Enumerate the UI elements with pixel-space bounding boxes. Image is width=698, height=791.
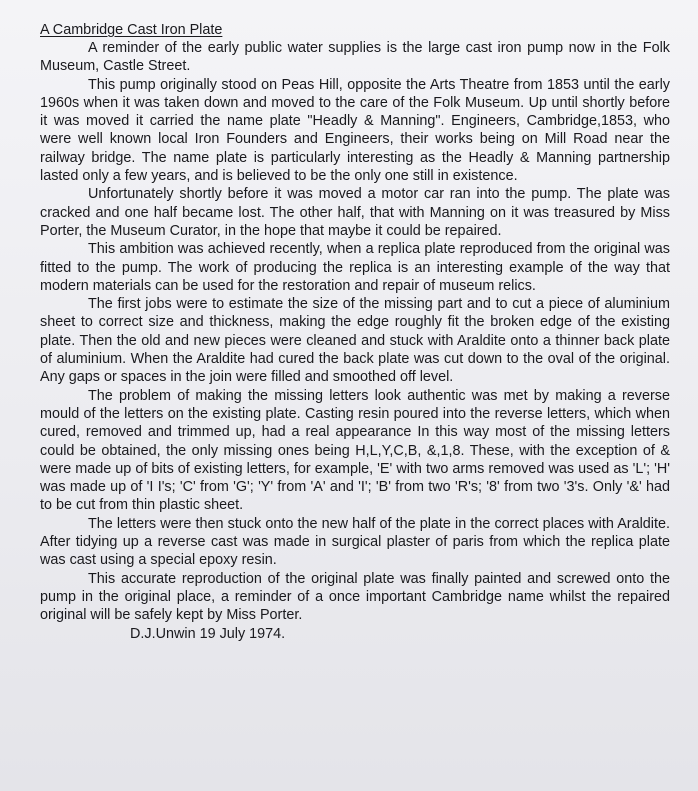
paragraph: The first jobs were to estimate the size of the missing part and to cut a piece of aluminium sheet to correct size and thickness, making the edge roughly fit the broken edge of the existing plate. Then the old and new pieces were cleaned and stuck with Araldite onto a thinner back plate of aluminium. When the Araldite had cured the back plate was cut down to the oval of the original. Any gaps or spaces in the join were filled and smoothed off level. xyxy=(40,296,670,386)
document-body xyxy=(40,22,670,643)
paragraph: The letters were then stuck onto the new half of the plate in the correct places with Araldite. After tidying up a reverse cast was made in surgical plaster of paris from which the replica plate was cast using a special epoxy resin. xyxy=(40,515,670,569)
paragraph: Unfortunately shortly before it was moved a motor car ran into the pump. The plate was cracked and one half became lost. The other half, that with Manning on it was treasured by Miss Porter, the Museum Curator, in the hope that maybe it could be repaired. xyxy=(40,186,670,239)
document-title: A Cambridge Cast Iron Plate xyxy=(40,22,223,38)
paragraph: This accurate reproduction of the original plate was finally painted and screwed onto the pump in the original place, a reminder of a once important Cambridge name whilst the repaired original will be safely kept by Miss Porter. xyxy=(40,570,670,624)
paragraph: The problem of making the missing letters look authentic was met by making a reverse mould of the letters on the existing plate. Casting resin poured into the reverse letters, which when cured, removed and trimmed up, had a real appearance In this way most of the missing letters could be obtained, the only missing ones being H,L,Y,C,B, &,1,8. These, with the exception of & were made up of bits of existing letters, for example, 'E' with two arms removed was used as 'L'; 'H' was made up of 'I I's; 'C' from 'G'; 'Y' from 'A' and 'I'; 'B' from two 'R's; '8' from two '3's. Only '&' had to be cut from thin plastic sheet. xyxy=(40,387,670,514)
paragraph: This ambition was achieved recently, when a replica plate reproduced from the original was fitted to the pump. The work of producing the replica is an interesting example of the way that modern materials can be used for the restoration and repair of museum relics. xyxy=(40,241,670,294)
paragraph: This pump originally stood on Peas Hill, opposite the Arts Theatre from 1853 until the early 1960s when it was taken down and moved to the care of the Folk Museum. Up until shortly before it was moved it carried the name plate "Headly & Manning". Engineers, Cambridge,1853, who were well known local Iron Founders and Engineers, their works being on Mill Road near the railway bridge. The name plate is particularly interesting as the Headly & Manning partnership lasted only a few years, and is believed to be the only one still in existence. xyxy=(40,76,670,185)
paragraph: A reminder of the early public water supplies is the large cast iron pump now in the Folk Museum, Castle Street. xyxy=(40,40,670,75)
author-signature-line: D.J.Unwin 19 July 1974. xyxy=(130,625,286,642)
